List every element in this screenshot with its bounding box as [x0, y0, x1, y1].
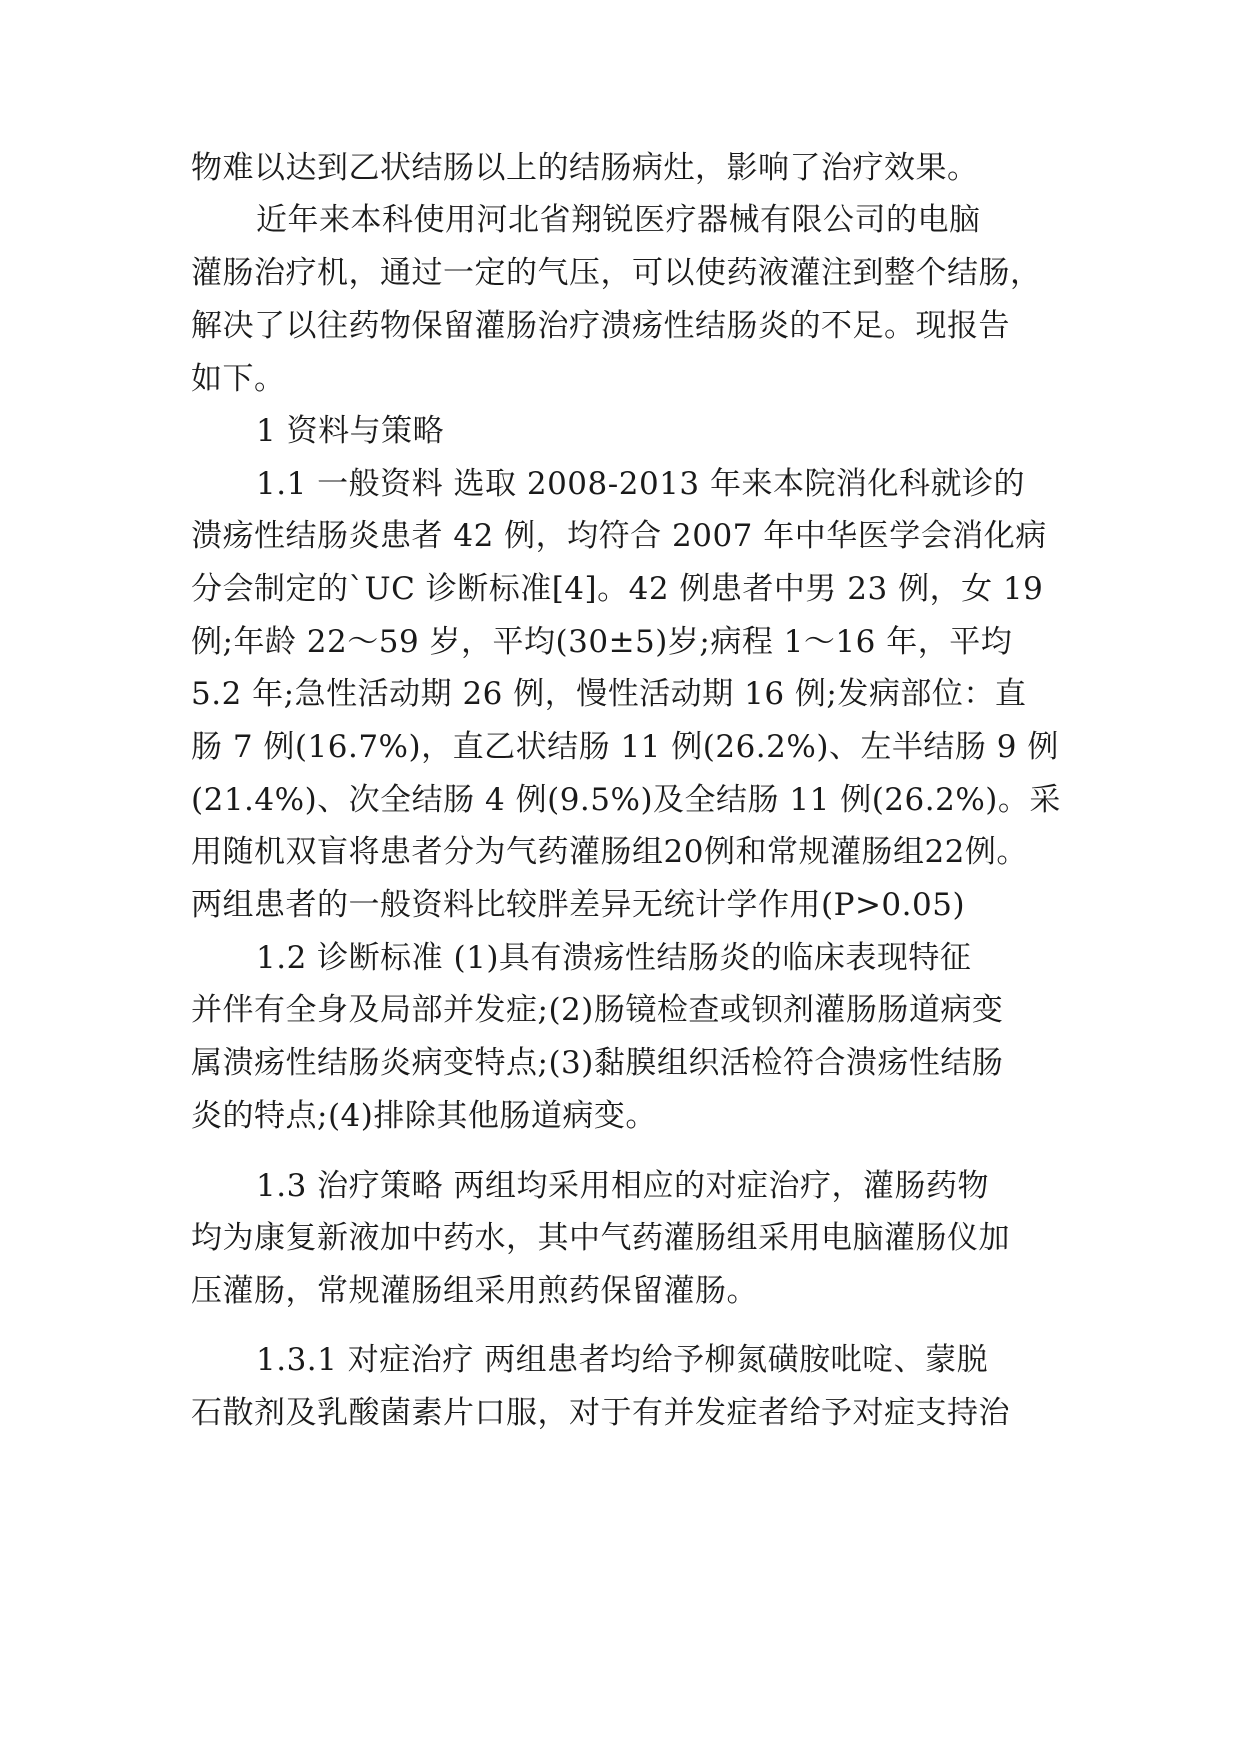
text-line: 1.3.1 对症治疗 两组患者均给予柳氮磺胺吡啶、蒙脱: [256, 1342, 989, 1378]
text-line: 1.2 诊断标准 (1)具有溃疡性结肠炎的临床表现特征: [256, 940, 972, 976]
text-line: 分会制定的`UC 诊断标准[4]。42 例患者中男 23 例，女 19: [191, 571, 1044, 607]
text-line: 肠 7 例(16.7%)，直乙状结肠 11 例(26.2%)、左半结肠 9 例: [191, 729, 1059, 765]
text-line: 如下。: [191, 361, 286, 397]
text-line: 灌肠治疗机，通过一定的气压，可以使药液灌注到整个结肠，: [191, 255, 1042, 291]
text-line: 两组患者的一般资料比较胖差异无统计学作用(P>0.05): [191, 887, 966, 923]
text-line: 属溃疡性结肠炎病变特点;(3)黏膜组织活检符合溃疡性结肠: [191, 1045, 1004, 1081]
text-line: 均为康复新液加中药水，其中气药灌肠组采用电脑灌肠仪加: [191, 1220, 1010, 1256]
text-line: 近年来本科使用河北省翔锐医疗器械有限公司的电脑: [256, 202, 981, 238]
text-line: 5.2 年;急性活动期 26 例，慢性活动期 16 例;发病部位：直: [191, 676, 1027, 712]
text-line: 用随机双盲将患者分为气药灌肠组20例和常规灌肠组22例。: [191, 834, 1028, 870]
text-line: 溃疡性结肠炎患者 42 例，均符合 2007 年中华医学会消化病: [191, 518, 1047, 554]
text-line: 1.3 治疗策略 两组均采用相应的对症治疗，灌肠药物: [256, 1168, 990, 1204]
text-line: 并伴有全身及局部并发症;(2)肠镜检查或钡剂灌肠肠道病变: [191, 992, 1004, 1028]
text-line: 物难以达到乙状结肠以上的结肠病灶，影响了治疗效果。: [191, 150, 979, 186]
text-line: 石散剂及乳酸菌素片口服，对于有并发症者给予对症支持治: [191, 1395, 1010, 1431]
text-line: 解决了以往药物保留灌肠治疗溃疡性结肠炎的不足。现报告: [191, 308, 1010, 344]
text-line: 炎的特点;(4)排除其他肠道病变。: [191, 1098, 657, 1134]
section-heading: 1 资料与策略: [256, 413, 445, 449]
text-line: (21.4%)、次全结肠 4 例(9.5%)及全结肠 11 例(26.2%)。采: [191, 782, 1061, 818]
text-line: 1.1 一般资料 选取 2008-2013 年来本院消化科就诊的: [256, 466, 1025, 502]
text-line: 例;年龄 22～59 岁，平均(30±5)岁;病程 1～16 年，平均: [191, 624, 1013, 660]
text-line: 压灌肠，常规灌肠组采用煎药保留灌肠。: [191, 1273, 758, 1309]
